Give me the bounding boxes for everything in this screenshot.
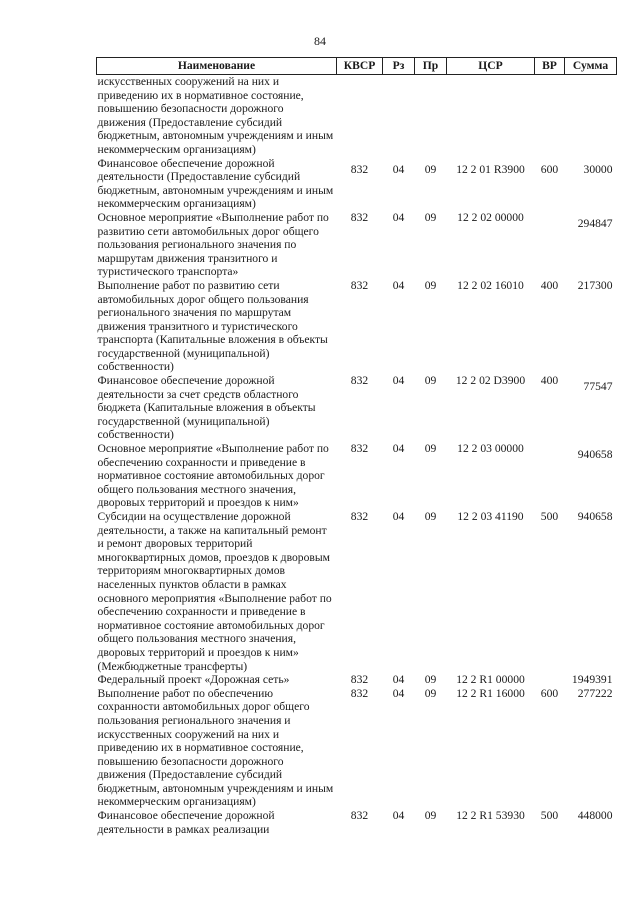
row-pr — [415, 75, 447, 157]
row-name: Финансовое обеспечение дорожной деятельности в рамках реализации — [97, 809, 275, 836]
row-kvsr — [337, 75, 383, 157]
row-kvsr: 832 — [350, 510, 369, 523]
row-sum: 77547 — [583, 380, 613, 394]
row-sum: 294847 — [577, 216, 613, 230]
row-csr: 12 2 01 R3900 — [456, 162, 525, 176]
page-number: 84 — [314, 34, 326, 48]
row-rz: 04 — [392, 686, 405, 700]
table-row — [97, 687, 617, 809]
table-row — [97, 157, 617, 211]
row-kvsr: 832 — [350, 673, 369, 687]
row-kvsr: 832 — [350, 374, 369, 388]
row-vr: 600 — [540, 162, 559, 176]
row-csr — [447, 75, 535, 157]
row-sum — [565, 75, 617, 157]
row-vr — [535, 673, 565, 687]
row-name: Финансовое обеспечение дорожной деятельности за счет средств областного бюджета (Капитальные вложения в объекты государственной (муниципальной) собственности) — [97, 374, 316, 442]
row-pr: 09 — [424, 162, 437, 176]
row-rz: 04 — [392, 510, 405, 523]
header-csr: ЦСР — [447, 58, 535, 75]
row-name: Основное мероприятие «Выполнение работ по обеспечению сохранности и приведение в нормативное состояние автомобильных дорог общего пользования местного значения, дворовых территорий и проездов к ним» — [97, 442, 329, 510]
row-pr: 09 — [424, 510, 437, 523]
table-row — [97, 279, 617, 374]
row-rz: 04 — [392, 442, 405, 456]
row-sum: 448000 — [577, 809, 613, 823]
table-row — [97, 673, 617, 687]
row-vr — [535, 211, 565, 279]
table-row — [97, 211, 617, 279]
row-name: Основное мероприятие «Выполнение работ по развитию сети автомобильных дорог общего пользования регионального значения по маршрутам движения транзитного и туристического транспорта» — [97, 210, 329, 279]
row-pr: 09 — [424, 809, 437, 823]
row-sum: 277222 — [577, 686, 613, 700]
row-kvsr: 832 — [350, 809, 369, 823]
row-csr: 12 2 R1 00000 — [456, 673, 525, 687]
row-rz — [383, 75, 415, 157]
table-row — [97, 75, 617, 157]
budget-table-container — [96, 57, 616, 836]
row-kvsr: 832 — [350, 442, 369, 456]
header-kvsr: КВСР — [337, 58, 383, 75]
row-name: искусственных сооружений на них и приведению их в нормативное состояние, повышению безопасности дорожного движения (Предоставление субсидий бюджетным, автономным учреждениям и иным некоммерческим организациям) — [97, 75, 334, 156]
row-pr: 09 — [424, 374, 437, 388]
row-vr: 400 — [540, 374, 559, 388]
row-vr — [535, 75, 565, 157]
row-pr: 09 — [424, 442, 437, 456]
row-vr: 600 — [540, 686, 559, 700]
header-rz: Рз — [383, 58, 415, 75]
header-name: Наименование — [97, 58, 337, 75]
row-csr: 12 2 02 D3900 — [455, 374, 526, 388]
row-name: Субсидии на осуществление дорожной деятельности, а также на капитальный ремонт и ремонт дворовых территорий многоквартирных домов, проездов к дворовым территориям многоквартирных домов населенных пунктов области в рамках основного мероприятия «Выполнение работ по обеспечению сохранности и приведение в нормативное состояние автомобильных дорог общего пользования местного значения, дворовых территорий и проездов к ним» (Межбюджетные трансферты) — [97, 510, 332, 673]
row-kvsr: 832 — [350, 686, 369, 700]
table-body — [97, 75, 617, 837]
row-kvsr: 832 — [350, 162, 369, 176]
row-sum: 940658 — [577, 510, 613, 523]
row-rz: 04 — [392, 673, 405, 687]
row-vr: 500 — [540, 809, 559, 823]
row-name: Выполнение работ по развитию сети автомобильных дорог общего пользования регионального значения по маршрутам движения транзитного и туристического транспорта (Капитальные вложения в объекты государственной (муниципальной) собственности) — [97, 278, 328, 374]
row-rz: 04 — [392, 809, 405, 823]
row-sum: 1949391 — [571, 673, 613, 687]
table-header — [97, 58, 617, 75]
row-vr — [535, 442, 565, 510]
row-name: Финансовое обеспечение дорожной деятельности (Предоставление субсидий бюджетным, автономным учреждениям и иным некоммерческим организациям) — [97, 156, 334, 211]
row-sum: 940658 — [577, 448, 613, 462]
table-row — [97, 510, 617, 673]
row-csr: 12 2 02 16010 — [457, 278, 524, 292]
header-pr: Пр — [415, 58, 447, 75]
row-kvsr: 832 — [350, 278, 369, 292]
row-rz: 04 — [392, 210, 405, 224]
row-sum: 30000 — [583, 162, 613, 176]
row-csr: 12 2 03 00000 — [457, 442, 524, 456]
table-row — [97, 809, 617, 836]
row-rz: 04 — [392, 374, 405, 388]
row-pr: 09 — [424, 686, 437, 700]
row-pr: 09 — [424, 673, 437, 687]
row-rz: 04 — [392, 278, 405, 292]
row-vr: 500 — [540, 510, 559, 523]
table-row — [97, 442, 617, 510]
header-sum: Сумма — [565, 58, 617, 75]
row-csr: 12 2 03 41190 — [457, 510, 524, 523]
header-vr: ВР — [535, 58, 565, 75]
row-name: Федеральный проект «Дорожная сеть» — [97, 673, 290, 687]
row-csr: 12 2 02 00000 — [457, 210, 524, 224]
row-vr: 400 — [540, 278, 559, 292]
row-pr: 09 — [424, 210, 437, 224]
row-csr: 12 2 R1 16000 — [456, 686, 525, 700]
row-kvsr: 832 — [350, 210, 369, 224]
row-pr: 09 — [424, 278, 437, 292]
row-sum: 217300 — [577, 278, 613, 292]
row-name: Выполнение работ по обеспечению сохранности автомобильных дорог общего пользования регионального значения и искусственных сооружений на них и приведению их в нормативное состояние, повышению безопасности дорожного движения (Предоставление субсидий бюджетным, автономным учреждениям и иным некоммерческим организациям) — [97, 686, 334, 809]
budget-table — [96, 57, 617, 836]
row-csr: 12 2 R1 53930 — [456, 809, 525, 823]
table-row — [97, 374, 617, 442]
row-rz: 04 — [392, 162, 405, 176]
